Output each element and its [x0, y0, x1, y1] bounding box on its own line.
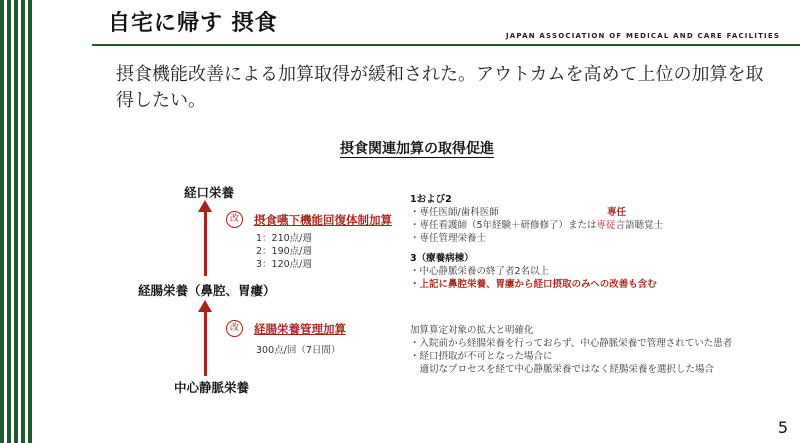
- notes3-line-1: ・入院前から経腸栄養を行っておらず、中心静脈栄養で管理されていた患者: [410, 338, 733, 349]
- addon2-points: 300点/回（7日間）: [256, 345, 341, 356]
- notes3-line-3: 適切なプロセスを経て中心静脈栄養ではなく経腸栄養を選択した場合: [410, 364, 715, 375]
- lead-text: 摂食機能改善による加算取得が緩和された。アウトカムを高めて上位の加算を取得したい。: [116, 64, 764, 111]
- page-number: 5: [777, 418, 788, 437]
- addon-swallowing-recovery: 摂食嚥下機能回復体制加算: [254, 213, 392, 227]
- arrow-up-lower: [204, 310, 207, 376]
- addon-enteral-management: 経腸栄養管理加算: [254, 322, 346, 336]
- arrow-up-upper: [204, 210, 207, 276]
- notes3-line-2: ・経口摂取が不可となった場合に: [410, 351, 553, 362]
- addon1-level-2: 2：190点/週: [256, 246, 312, 257]
- addon1-level-1: 1：210点/週: [256, 233, 312, 244]
- addon1-level-3: 3：120点/週: [256, 259, 312, 270]
- node-oral-nutrition: 経口栄養: [184, 185, 235, 200]
- notes2-line-2: ・上記に鼻腔栄養、胃瘻から経口摂取のみへの改善も含む: [410, 279, 657, 290]
- revision-mark-icon: 改: [226, 320, 243, 337]
- header-divider: [92, 44, 800, 46]
- notes1-red-label: 専任: [607, 207, 627, 218]
- notes3-head: 加算算定対象の拡大と明確化: [410, 325, 534, 336]
- notes1-line-1: ・専任医師/歯科医師: [410, 207, 499, 218]
- page-title: 自宅に帰す 摂食: [108, 11, 278, 36]
- node-parenteral-nutrition: 中心静脈栄養: [174, 380, 250, 395]
- notes2-line-1: ・中心静脈栄養の終了者2名以上: [410, 266, 550, 277]
- notes1-line-3: ・専任管理栄養士: [410, 233, 487, 244]
- notes1-red-word: 専従: [596, 220, 616, 231]
- notes1-head: 1および2: [410, 194, 452, 205]
- revision-mark-icon: 改: [226, 211, 243, 228]
- organization-name: JAPAN ASSOCIATION OF MEDICAL AND CARE FACILITIES: [506, 32, 781, 40]
- notes2-head: 3（療養病棟）: [410, 253, 474, 264]
- node-enteral-nutrition: 経腸栄養（鼻腔、胃瘻）: [138, 283, 276, 298]
- notes1-line-2: ・専任看護師（5年経験＋研修修了）または専従言語聴覚士: [410, 220, 664, 231]
- section-title: 摂食関連加算の取得促進: [340, 141, 494, 157]
- decorative-stripes: [0, 0, 36, 443]
